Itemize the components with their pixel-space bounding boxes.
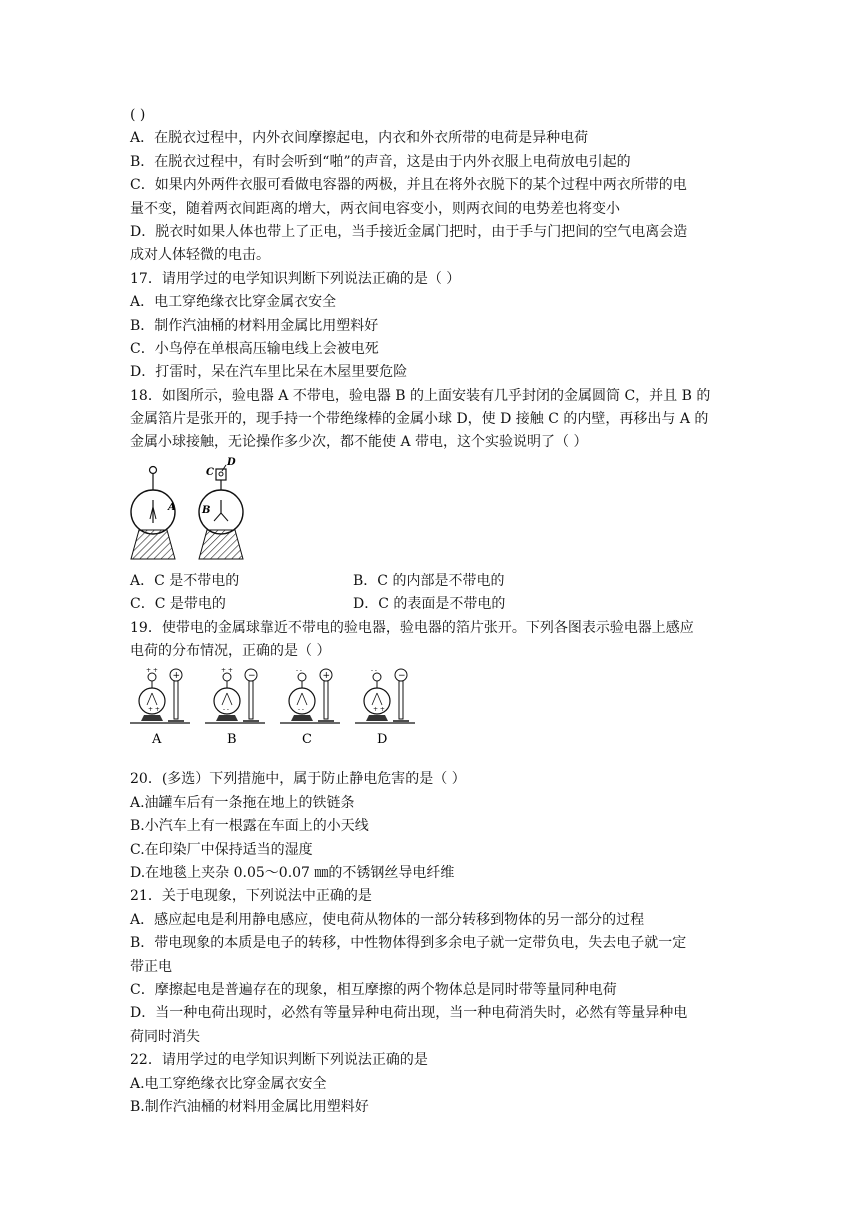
svg-text:−: − (398, 671, 406, 682)
panel-label-a: A (152, 732, 162, 748)
figure-label-d: D (227, 456, 236, 468)
electroscope-diagram (130, 455, 290, 570)
panel-label-b: B (227, 732, 237, 748)
svg-text:+ +: + + (221, 667, 233, 675)
electroscope-a (131, 466, 176, 559)
q20-option-a: A.油罐车后有一条拖在地上的铁链条 (130, 794, 355, 811)
q22-stem: 22．请用学过的电学知识判断下列说法正确的是 (130, 1052, 428, 1069)
q18-stem-line1: 18．如图所示，验电器 A 不带电，验电器 B 的上面安装有几乎封闭的金属圆筒 C，并且 B 的 (130, 387, 711, 404)
panel-label-c: C (302, 732, 312, 748)
panel-d (355, 667, 415, 747)
q16-option-a: A．在脱衣过程中，内外衣间摩擦起电，内衣和外衣所带的电荷是异种电荷 (130, 130, 589, 147)
svg-text:- -: - - (298, 706, 304, 714)
svg-text:+: + (322, 671, 331, 682)
q19-figure (130, 663, 735, 768)
panel-a (130, 667, 190, 747)
q19-stem-line2: 电荷的分布情况，正确的是（ ） (130, 643, 331, 660)
q21-option-b-line2: 带正电 (130, 958, 172, 975)
q16-option-c-line2: 量不变，随着两衣间距离的增大，两衣间电容变小，则两衣间的电势差也将变小 (130, 200, 620, 217)
q16-answer-bracket: ( ) (130, 107, 146, 123)
q20-option-d: D.在地毯上夹杂 0.05～0.07 ㎜的不锈钢丝导电纤维 (130, 864, 455, 881)
panel-b (205, 667, 265, 747)
svg-text:+ +: + + (373, 706, 385, 714)
q18-option-a: A．C 是不带电的 (130, 572, 240, 589)
induced-charge-diagram (130, 663, 430, 763)
q16-option-d-line2: 成对人体轻微的电击。 (130, 247, 270, 264)
q21-stem: 21．关于电现象，下列说法中正确的是 (130, 888, 372, 905)
q22-option-b: B.制作汽油桶的材料用金属比用塑料好 (130, 1098, 369, 1115)
q21-option-a: A．感应起电是利用静电感应，使电荷从物体的一部分转移到物体的另一部分的过程 (130, 911, 645, 928)
q21-option-b-line1: B．带电现象的本质是电子的转移，中性物体得到多余电子就一定带负电，失去电子就一定 (130, 935, 687, 952)
svg-text:+ +: + + (148, 706, 160, 714)
q20-stem: 20．(多选）下列措施中，属于防止静电危害的是（ ） (130, 771, 466, 788)
electroscope-b (199, 457, 243, 559)
q17-option-d: D．打雷时，呆在汽车里比呆在木屋里要危险 (130, 364, 408, 381)
q18-option-c: C．C 是带电的 (130, 596, 226, 613)
q17-stem: 17．请用学过的电学知识判断下列说法正确的是（ ） (130, 270, 461, 287)
svg-text:−: − (248, 671, 256, 682)
q18-option-b: B．C 的内部是不带电的 (353, 572, 505, 589)
q19-stem-line1: 19．使带电的金属球靠近不带电的验电器，验电器的箔片张开。下列各图表示验电器上感应 (130, 619, 694, 636)
panel-label-d: D (377, 732, 388, 748)
q18-options-row2 (130, 593, 735, 616)
q21-option-d-line1: D．当一种电荷出现时，必然有等量异种电荷出现，当一种电荷消失时，必然有等量异种电 (130, 1005, 688, 1022)
q18-figure (130, 455, 735, 570)
document-page (130, 104, 735, 1119)
q16-option-d-line1: D．脱衣时如果人体也带上了正电，当手接近金属门把时，由于手与门把间的空气电离会造 (130, 223, 688, 240)
q18-options-row1 (130, 570, 735, 593)
q21-option-d-line2: 荷同时消失 (130, 1028, 200, 1045)
q17-option-b: B．制作汽油桶的材料用金属比用塑料好 (130, 317, 379, 334)
svg-text:- -: - - (223, 706, 229, 714)
q17-option-a: A．电工穿绝缘衣比穿金属衣安全 (130, 294, 337, 311)
q17-option-c: C．小鸟停在单根高压输电线上会被电死 (130, 340, 379, 357)
q22-option-a: A.电工穿绝缘衣比穿金属衣安全 (130, 1075, 327, 1092)
q16-option-b: B．在脱衣过程中，有时会听到“啪”的声音，这是由于内外衣服上电荷放电引起的 (130, 153, 631, 170)
q18-option-d: D．C 的表面是不带电的 (353, 596, 506, 613)
q20-option-c: C.在印染厂中保持适当的湿度 (130, 841, 313, 858)
panel-c (280, 667, 340, 747)
q18-stem-line3: 金属小球接触，无论操作多少次，都不能使 A 带电，这个实验说明了（ ） (130, 434, 588, 451)
q18-stem-line2: 金属箔片是张开的，现手持一个带绝缘棒的金属小球 D，使 D 接触 C 的内壁，再移出与 A 的 (130, 411, 709, 428)
q20-option-b: B.小汽车上有一根露在车面上的小天线 (130, 818, 369, 835)
figure-label-a: A (168, 501, 176, 513)
svg-text:+ +: + + (146, 667, 158, 675)
svg-text:- -: - - (371, 667, 377, 675)
svg-text:+: + (172, 671, 181, 682)
figure-label-b: B (202, 504, 211, 516)
svg-text:- -: - - (296, 667, 302, 675)
figure-label-c: C (206, 466, 214, 478)
q16-option-c-line1: C．如果内外两件衣服可看做电容器的两极，并且在将外衣脱下的某个过程中两衣所带的电 (130, 177, 687, 194)
q21-option-c: C．摩擦起电是普遍存在的现象，相互摩擦的两个物体总是同时带等量同种电荷 (130, 981, 617, 998)
